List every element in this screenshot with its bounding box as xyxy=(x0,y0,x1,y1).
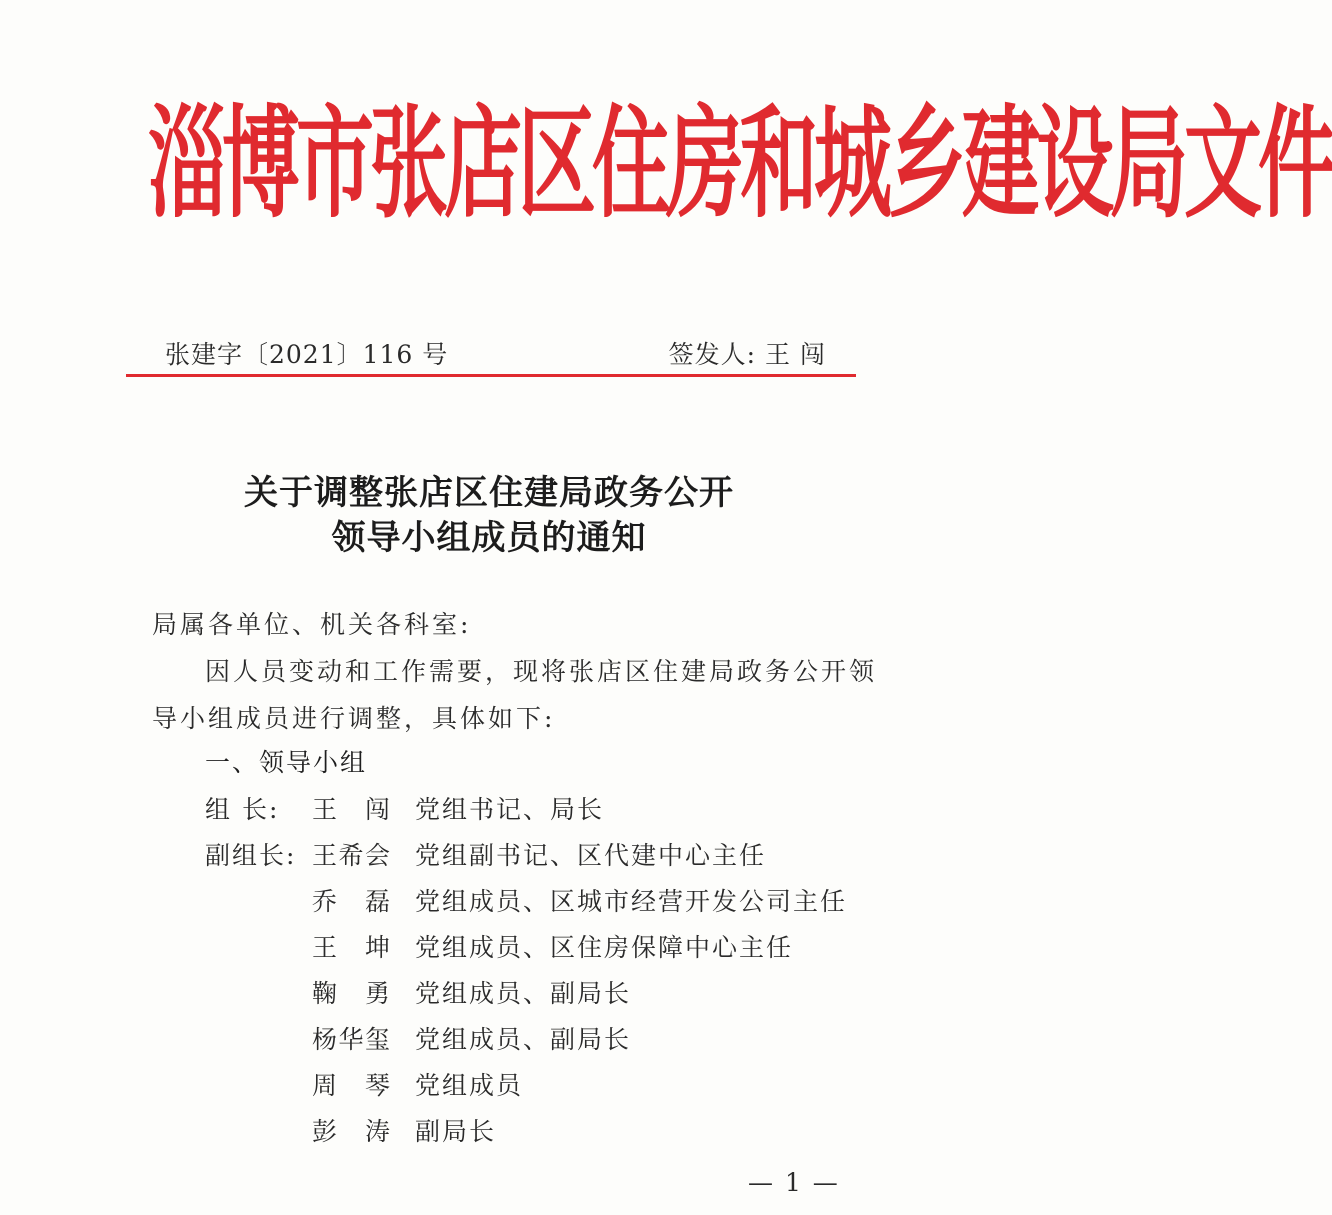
member-role-label: 组 长: xyxy=(205,795,280,824)
member-name: 王 希 会 xyxy=(312,841,390,870)
member-name: 周 琴 xyxy=(312,1071,390,1100)
member-name: 鞠 勇 xyxy=(312,979,390,1008)
signer-line: 签发人: 王 闯 xyxy=(668,340,826,369)
header-divider xyxy=(126,374,856,377)
member-post: 党组成员、区城市经营开发公司主任 xyxy=(415,887,848,916)
body-paragraph-line-1: 因人员变动和工作需要，现将张店区住建局政务公开领 xyxy=(205,657,878,686)
section-heading: 一、领导小组 xyxy=(205,748,368,777)
member-name: 彭 涛 xyxy=(312,1117,390,1146)
member-post: 党组副书记、区代建中心主任 xyxy=(415,841,767,870)
member-name: 王 闯 xyxy=(312,795,390,824)
member-post: 党组成员 xyxy=(415,1071,524,1100)
document-title-line-1: 关于调整张店区住建局政务公开 xyxy=(244,473,734,513)
member-post: 党组成员、副局长 xyxy=(415,1025,632,1054)
member-role-label: 副组长: xyxy=(205,841,297,870)
member-name: 杨 华 玺 xyxy=(312,1025,390,1054)
body-paragraph-line-2: 导小组成员进行调整，具体如下: xyxy=(152,704,556,733)
page-number: — 1 — xyxy=(748,1168,840,1197)
document-number: 张建字〔2021〕116 号 xyxy=(165,340,449,369)
member-post: 党组成员、副局长 xyxy=(415,979,632,1008)
salutation: 局属各单位、机关各科室: xyxy=(152,610,472,639)
document-header-title: 淄博市张店区住房和城乡建设局文件 xyxy=(148,95,1332,235)
member-post: 党组成员、区住房保障中心主任 xyxy=(415,933,794,962)
member-name: 乔 磊 xyxy=(312,887,390,916)
member-post: 副局长 xyxy=(415,1117,497,1146)
document-title-line-2: 领导小组成员的通知 xyxy=(331,518,647,558)
member-post: 党组书记、局长 xyxy=(415,795,605,824)
member-name: 王 坤 xyxy=(312,933,390,962)
